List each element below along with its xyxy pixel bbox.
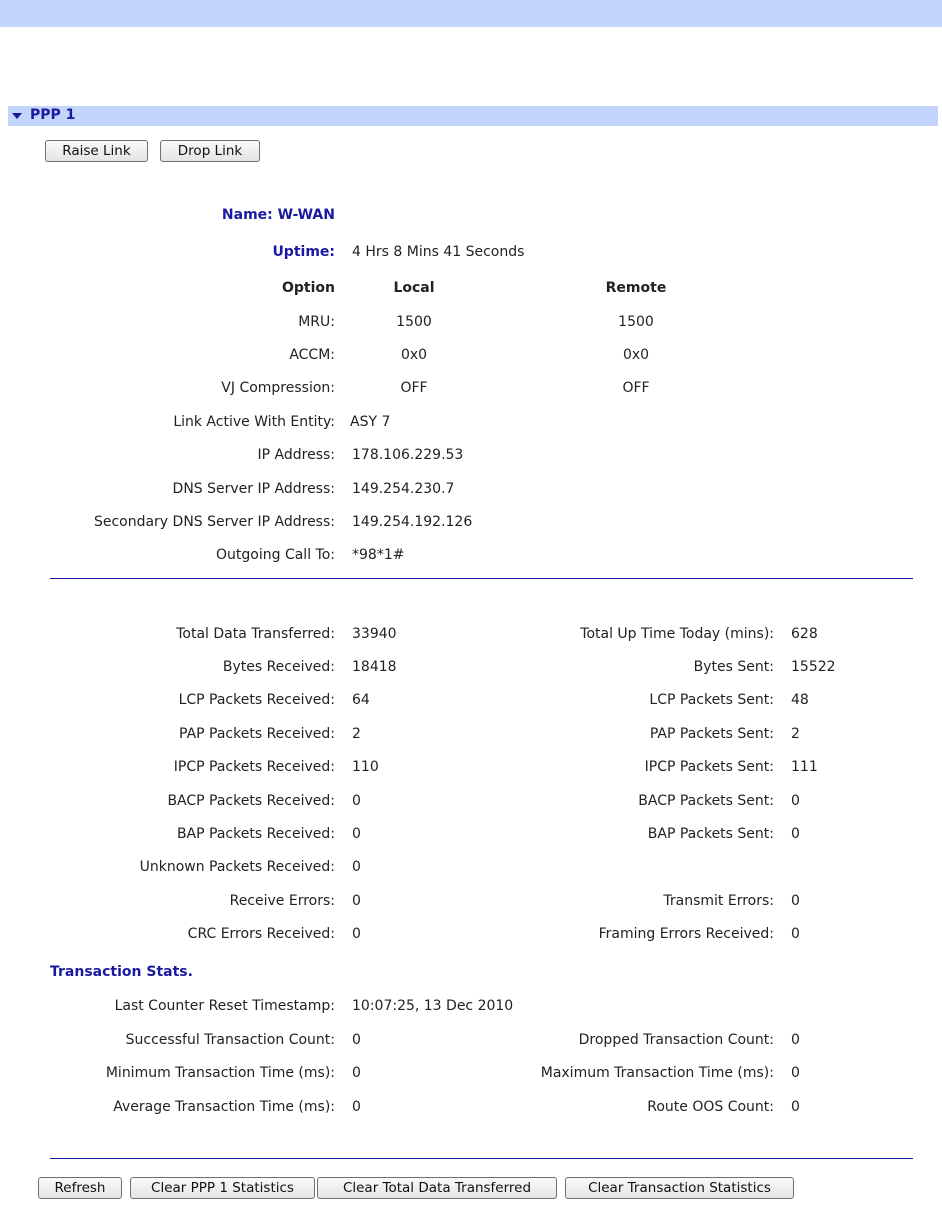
transaction-label: Maximum Transaction Time (ms): xyxy=(540,1065,774,1081)
transaction-label: Route OOS Count: xyxy=(647,1099,774,1115)
option-remote-value: OFF xyxy=(622,380,650,396)
stat-label: Framing Errors Received: xyxy=(598,926,774,942)
section-header-ppp1[interactable] xyxy=(8,106,938,126)
stat-value: 64 xyxy=(352,692,370,708)
stat-value: 48 xyxy=(791,692,809,708)
uptime-value: 4 Hrs 8 Mins 41 Seconds xyxy=(352,244,525,260)
stat-value: 15522 xyxy=(791,659,836,675)
option-local-value: 1500 xyxy=(396,314,432,330)
stat-label: IPCP Packets Received: xyxy=(173,759,335,775)
stat-label: LCP Packets Received: xyxy=(178,692,335,708)
info-value: 178.106.229.53 xyxy=(352,447,464,463)
stat-value: 18418 xyxy=(352,659,397,675)
collapse-arrow-icon[interactable] xyxy=(12,113,22,119)
stat-value: 2 xyxy=(352,726,361,742)
stat-label: Bytes Sent: xyxy=(693,659,774,675)
stat-value: 0 xyxy=(791,926,800,942)
stat-label: IPCP Packets Sent: xyxy=(644,759,774,775)
info-value: ASY 7 xyxy=(350,414,391,430)
info-value: *98*1# xyxy=(352,547,405,563)
option-label: VJ Compression: xyxy=(221,380,335,396)
stat-value: 0 xyxy=(791,793,800,809)
transaction-value: 0 xyxy=(791,1065,800,1081)
clear-ppp1-statistics-button[interactable]: Clear PPP 1 Statistics xyxy=(130,1177,315,1199)
option-local-value: OFF xyxy=(400,380,428,396)
transaction-label: Dropped Transaction Count: xyxy=(578,1032,774,1048)
stat-value: 0 xyxy=(352,826,361,842)
stat-label: Receive Errors: xyxy=(229,893,335,909)
stat-label: Unknown Packets Received: xyxy=(139,859,335,875)
option-local-value: 0x0 xyxy=(400,347,428,363)
info-label: Outgoing Call To: xyxy=(216,547,335,563)
clear-transaction-statistics-button[interactable]: Clear Transaction Statistics xyxy=(565,1177,794,1199)
stat-value: 628 xyxy=(791,626,818,642)
stat-value: 33940 xyxy=(352,626,397,642)
info-value: 149.254.230.7 xyxy=(352,481,455,497)
transaction-value: 0 xyxy=(352,1065,361,1081)
stat-label: Transmit Errors: xyxy=(663,893,774,909)
divider xyxy=(50,1158,913,1159)
clear-total-data-transferred-button[interactable]: Clear Total Data Transferred xyxy=(317,1177,557,1199)
options-header-option: Option xyxy=(282,280,335,296)
transaction-value: 0 xyxy=(791,1032,800,1048)
stat-value: 0 xyxy=(352,893,361,909)
transaction-label: Minimum Transaction Time (ms): xyxy=(105,1065,335,1081)
stat-label: BAP Packets Sent: xyxy=(647,826,774,842)
transaction-label: Average Transaction Time (ms): xyxy=(113,1099,335,1115)
info-value: 149.254.192.126 xyxy=(352,514,473,530)
info-label: Link Active With Entity: xyxy=(173,414,335,430)
stat-label: PAP Packets Sent: xyxy=(649,726,774,742)
stat-label: BACP Packets Received: xyxy=(167,793,335,809)
option-remote-value: 0x0 xyxy=(622,347,650,363)
info-label: Secondary DNS Server IP Address: xyxy=(93,514,335,530)
option-label: ACCM: xyxy=(289,347,335,363)
transaction-value: 0 xyxy=(352,1032,361,1048)
stat-label: BACP Packets Sent: xyxy=(638,793,774,809)
transaction-value: 0 xyxy=(791,1099,800,1115)
reset-timestamp-label: Last Counter Reset Timestamp: xyxy=(114,998,335,1014)
stat-label: CRC Errors Received: xyxy=(187,926,335,942)
stat-label: PAP Packets Received: xyxy=(179,726,335,742)
refresh-button[interactable]: Refresh xyxy=(38,1177,122,1199)
uptime-label: Uptime: xyxy=(272,244,335,260)
options-header-remote: Remote xyxy=(605,280,667,296)
stat-label: BAP Packets Received: xyxy=(176,826,335,842)
transaction-value: 0 xyxy=(352,1099,361,1115)
info-label: IP Address: xyxy=(257,447,335,463)
stat-value: 2 xyxy=(791,726,800,742)
stat-value: 110 xyxy=(352,759,379,775)
stat-value: 111 xyxy=(791,759,818,775)
stat-value: 0 xyxy=(352,926,361,942)
reset-timestamp-value: 10:07:25, 13 Dec 2010 xyxy=(352,998,514,1014)
section-title: PPP 1 xyxy=(30,107,76,123)
stat-value: 0 xyxy=(352,793,361,809)
option-label: MRU: xyxy=(298,314,335,330)
info-label: DNS Server IP Address: xyxy=(172,481,335,497)
stat-label: Total Data Transferred: xyxy=(176,626,335,642)
stat-value: 0 xyxy=(352,859,361,875)
raise-link-button[interactable]: Raise Link xyxy=(45,140,148,162)
link-name-label: Name: W-WAN xyxy=(221,207,335,223)
stat-label: Total Up Time Today (mins): xyxy=(580,626,774,642)
stat-value: 0 xyxy=(791,893,800,909)
stat-value: 0 xyxy=(791,826,800,842)
stat-label: LCP Packets Sent: xyxy=(649,692,774,708)
option-remote-value: 1500 xyxy=(618,314,654,330)
options-header-local: Local xyxy=(393,280,435,296)
transaction-stats-title: Transaction Stats. xyxy=(50,964,193,980)
top-banner xyxy=(0,0,942,27)
stat-label: Bytes Received: xyxy=(222,659,335,675)
divider xyxy=(50,578,913,579)
transaction-label: Successful Transaction Count: xyxy=(125,1032,335,1048)
drop-link-button[interactable]: Drop Link xyxy=(160,140,260,162)
